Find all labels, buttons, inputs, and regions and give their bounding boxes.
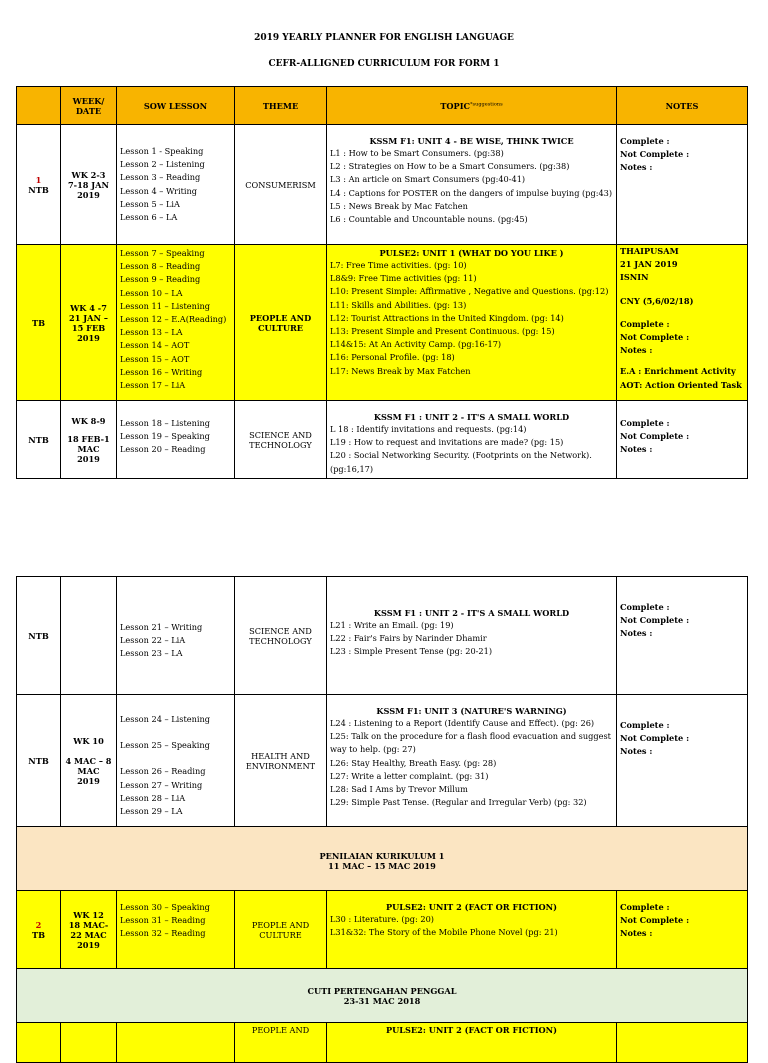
notes-holiday-day: ISNIN [620, 272, 649, 283]
list-item: Lesson 22 – LiA [120, 635, 186, 646]
week-date-cell [61, 245, 117, 401]
list-item: L27: Write a letter complaint. (pg: 31) [330, 770, 489, 781]
page-subtitle: CEFR-ALLIGNED CURRICULUM FOR FORM 1 [268, 59, 500, 69]
list-item: L12: Tourist Attractions in the United Kingdom. (pg: 14) [330, 312, 564, 323]
week-date: 18 FEB-1 MAC [67, 433, 110, 454]
unit-title: KSSM F1: UNIT 4 - BE WISE, THINK TWICE [369, 136, 574, 146]
unit-title: KSSM F1 : UNIT 2 - IT'S A SMALL WORLD [373, 608, 570, 618]
week-year: 2019 [77, 332, 100, 343]
list-item: L31&32: The Story of the Mobile Phone Novel (pg: 21) [330, 927, 558, 938]
lesson-list [117, 577, 235, 695]
unit-title: KSSM F1 : UNIT 2 - IT'S A SMALL WORLD [373, 412, 570, 422]
unit-title: PULSE2: UNIT 1 (WHAT DO YOU LIKE ) [379, 248, 564, 258]
exam-banner-date: 11 MAC – 15 MAC 2019 [328, 860, 436, 871]
notes-cell [617, 125, 748, 245]
table-row [17, 245, 748, 401]
topic-cell [327, 401, 617, 479]
week-type: NTB [28, 434, 49, 445]
list-item: Lesson 28 – LiA [120, 792, 186, 803]
notes-not-complete: Not Complete : [620, 431, 690, 442]
list-item: L8&9: Free Time activities (pg: 11) [330, 273, 477, 284]
list-item: L1 : How to be Smart Consumers. (pg:38) [330, 148, 504, 158]
list-item: L7: Free Time activities. (pg: 10) [330, 260, 467, 270]
topic-cell [327, 245, 617, 401]
header-blank-cell [17, 87, 61, 125]
week-date: 7-18 JAN [67, 179, 110, 190]
notes-notes: Notes : [620, 928, 653, 939]
week-label: WK 12 [73, 909, 104, 920]
week-year: 2019 [77, 189, 100, 200]
list-item: Lesson 18 – Listening [120, 418, 211, 428]
list-item: Lesson 9 – Reading [120, 274, 201, 285]
week-type-cell [17, 577, 61, 695]
theme-cell: PEOPLE AND [235, 1023, 327, 1063]
holiday-banner-row [17, 969, 748, 1023]
notes-cell [617, 695, 748, 827]
week-date-cell [61, 695, 117, 827]
header-sow: SOW LESSON [117, 87, 235, 125]
week-number: 2 [35, 919, 42, 930]
list-item: Lesson 6 – LA [120, 212, 178, 223]
list-item: L24 : Listening to a Report (Identify Cause and Effect). (pg: 26) [330, 718, 595, 728]
week-type-cell [17, 245, 61, 401]
notes-notes: Notes : [620, 345, 653, 356]
lesson-list [117, 401, 235, 479]
list-item: L25: Talk on the procedure for a flash flood evacuation and suggest way to help. (pg: 27) [330, 731, 611, 755]
header-theme: THEME [235, 87, 327, 125]
notes-complete: Complete : [620, 720, 670, 730]
table-row [17, 401, 748, 479]
list-item: L13: Present Simple and Present Continuous. (pg: 15) [330, 326, 555, 337]
list-item: L22 : Fair's Fairs by Narinder Dhamir [330, 633, 487, 644]
theme-cell: HEALTH AND ENVIRONMENT [235, 695, 327, 827]
list-item: Lesson 31 – Reading [120, 915, 206, 926]
list-item: Lesson 14 – AOT [120, 340, 190, 351]
week-date: 21 JAN – 15 FEB [69, 312, 108, 333]
list-item: Lesson 20 – Reading [120, 444, 206, 455]
notes-holiday-date: 21 JAN 2019 [620, 259, 678, 270]
week-label: WK 2-3 [71, 169, 106, 180]
list-item: L2 : Strategies on How to be a Smart Consumers. (pg:38) [330, 161, 570, 172]
week-type-cell [17, 695, 61, 827]
week-year: 2019 [77, 775, 100, 786]
topic-cell [327, 891, 617, 969]
notes-cell [617, 1023, 748, 1063]
list-item: Lesson 1 - Speaking [120, 146, 204, 156]
week-label: WK 10 [73, 735, 104, 746]
unit-title: PULSE2: UNIT 2 (FACT OR FICTION) [385, 902, 558, 912]
notes-notes: Notes : [620, 444, 653, 455]
header-week: WEEK/ DATE [61, 87, 117, 125]
week-type: TB [31, 317, 45, 328]
list-item: Lesson 17 – LiA [120, 380, 186, 391]
list-item: L21 : Write an Email. (pg: 19) [330, 620, 454, 630]
list-item: L10: Present Simple: Affirmative , Negative and Questions. (pg:12) [330, 286, 609, 297]
week-year: 2019 [77, 939, 100, 950]
list-item: Lesson 21 – Writing [120, 622, 203, 632]
exam-banner [17, 827, 748, 891]
header-topic-label: TOPIC [440, 100, 471, 111]
week-year: 2019 [77, 453, 100, 464]
list-item: Lesson 27 – Writing [120, 779, 203, 790]
holiday-banner-date: 23-31 MAC 2018 [343, 995, 421, 1006]
list-item: Lesson 30 – Speaking [120, 902, 210, 912]
lesson-list [117, 891, 235, 969]
list-item: L23 : Simple Present Tense (pg: 20-21) [330, 646, 493, 657]
theme-cell: PEOPLE AND CULTURE [235, 891, 327, 969]
theme-cell: PEOPLE AND CULTURE [235, 245, 327, 401]
lesson-list [117, 125, 235, 245]
planner-table-2 [16, 576, 748, 1063]
list-item: Lesson 11 – Listening [120, 300, 211, 311]
week-label: WK 8-9 [71, 415, 106, 426]
notes-cell [617, 577, 748, 695]
notes-not-complete: Not Complete : [620, 149, 690, 160]
list-item: Lesson 19 – Speaking [120, 431, 210, 442]
week-label: WK 4 -7 [70, 302, 107, 313]
list-item: L29: Simple Past Tense. (Regular and Irregular Verb) (pg: 32) [330, 797, 587, 808]
list-item: L28: Sad I Ams by Trevor Millum [330, 784, 468, 795]
list-item: L 18 : Identify invitations and requests. (pg:14) [330, 424, 527, 434]
list-item: L5 : News Break by Mac Fatchen [330, 200, 468, 211]
table-row [17, 891, 748, 969]
notes-cny: CNY (5,6/02/18) [620, 295, 694, 306]
exam-banner-row [17, 827, 748, 891]
week-date-cell [61, 125, 117, 245]
notes-complete: Complete : [620, 318, 670, 329]
list-item: Lesson 10 – LA [120, 287, 183, 298]
list-item: L30 : Literature. (pg: 20) [330, 914, 434, 924]
week-date-cell [61, 577, 117, 695]
theme-cell: CONSUMERISM [235, 125, 327, 245]
list-item: Lesson 13 – LA [120, 327, 183, 338]
notes-not-complete: Not Complete : [620, 332, 690, 343]
week-type: NTB [28, 755, 49, 766]
week-date: 18 MAC- 22 MAC [68, 919, 109, 940]
week-type: NTB [28, 630, 49, 641]
list-item: Lesson 8 – Reading [120, 261, 201, 272]
week-date: 4 MAC – 8 MAC [65, 755, 112, 776]
notes-notes: Notes : [620, 746, 653, 757]
notes-notes: Notes : [620, 628, 653, 639]
list-item: L26: Stay Healthy, Breath Easy. (pg: 28) [330, 757, 497, 768]
week-type-cell [17, 125, 61, 245]
holiday-banner [17, 969, 748, 1023]
notes-not-complete: Not Complete : [620, 615, 690, 626]
table-header-row [17, 87, 748, 125]
header-notes: NOTES [617, 87, 748, 125]
list-item: Lesson 4 – Writing [120, 185, 198, 196]
notes-cell [617, 401, 748, 479]
header-topic-suggestions: *suggestions [470, 100, 503, 107]
list-item: Lesson 5 – LiA [120, 198, 180, 209]
list-item: L16: Personal Profile. (pg: 18) [330, 352, 455, 363]
table-row-partial [17, 1023, 748, 1063]
notes-not-complete: Not Complete : [620, 915, 690, 926]
planner-table-1 [16, 86, 748, 479]
list-item: Lesson 26 – Reading [120, 766, 206, 777]
page-title: 2019 YEARLY PLANNER FOR ENGLISH LANGUAGE [254, 33, 514, 43]
week-type-cell [17, 891, 61, 969]
list-item: Lesson 12 – E.A(Reading) [120, 314, 227, 325]
week-type: TB [31, 929, 45, 940]
topic-cell [327, 695, 617, 827]
list-item: Lesson 29 – LA [120, 806, 183, 817]
list-item: L3 : An article on Smart Consumers (pg:40-41) [330, 174, 526, 185]
lesson-list [117, 245, 235, 401]
list-item: Lesson 16 – Writing [120, 366, 203, 377]
list-item: L11: Skills and Abilities. (pg: 13) [330, 299, 467, 310]
week-number: 1 [35, 174, 42, 185]
notes-not-complete: Not Complete : [620, 733, 690, 744]
list-item: L19 : How to request and invitations are made? (pg: 15) [330, 437, 564, 448]
list-item: Lesson 3 – Reading [120, 172, 201, 183]
list-item: L4 : Captions for POSTER on the dangers of impulse buying (pg:43) [330, 187, 613, 198]
list-item: L17: News Break by Max Fatchen [330, 365, 471, 376]
week-type: NTB [28, 184, 49, 195]
week-type-cell [17, 1023, 61, 1063]
theme-cell: SCIENCE AND TECHNOLOGY [235, 577, 327, 695]
list-item: Lesson 15 – AOT [120, 353, 190, 364]
notes-complete: Complete : [620, 902, 670, 912]
list-item: Lesson 24 – Listening [120, 714, 211, 724]
list-item: Lesson 32 – Reading [120, 928, 206, 939]
list-item: Lesson 23 – LA [120, 648, 183, 659]
theme-cell: SCIENCE AND TECHNOLOGY [235, 401, 327, 479]
list-item: Lesson 7 – Speaking [120, 248, 205, 258]
week-date-cell [61, 891, 117, 969]
holiday-banner-title: CUTI PERTENGAHAN PENGGAL [307, 985, 457, 996]
list-item: Lesson 2 – Listening [120, 159, 205, 170]
list-item: L6 : Countable and Uncountable nouns. (pg:45) [330, 214, 528, 225]
exam-banner-title: PENILAIAN KURIKULUM 1 [319, 850, 445, 861]
notes-notes: Notes : [620, 162, 653, 173]
notes-complete: Complete : [620, 602, 670, 612]
unit-title: PULSE2: UNIT 2 (FACT OR FICTION) [327, 1023, 617, 1063]
topic-cell [327, 125, 617, 245]
list-item: L20 : Social Networking Security. (Footprints on the Network). (pg:16,17) [330, 450, 592, 474]
lesson-list [117, 1023, 235, 1063]
week-date-cell [61, 401, 117, 479]
notes-legend-aot: AOT: Action Oriented Task [620, 379, 742, 390]
topic-cell [327, 577, 617, 695]
table-row [17, 125, 748, 245]
notes-complete: Complete : [620, 136, 670, 146]
lesson-list [117, 695, 235, 827]
notes-cell [617, 891, 748, 969]
list-item: Lesson 25 – Speaking [120, 740, 210, 751]
notes-legend-ea: E.A : Enrichment Activity [620, 366, 736, 377]
table-row [17, 577, 748, 695]
unit-title: KSSM F1: UNIT 3 (NATURE'S WARNING) [376, 706, 567, 716]
week-type-cell [17, 401, 61, 479]
list-item: L14&15: At An Activity Camp. (pg:16-17) [330, 339, 502, 350]
notes-holiday: THAIPUSAM [620, 246, 679, 256]
week-date-cell [61, 1023, 117, 1063]
notes-cell [617, 245, 748, 401]
table-row [17, 695, 748, 827]
notes-complete: Complete : [620, 418, 670, 428]
header-topic [327, 87, 617, 125]
